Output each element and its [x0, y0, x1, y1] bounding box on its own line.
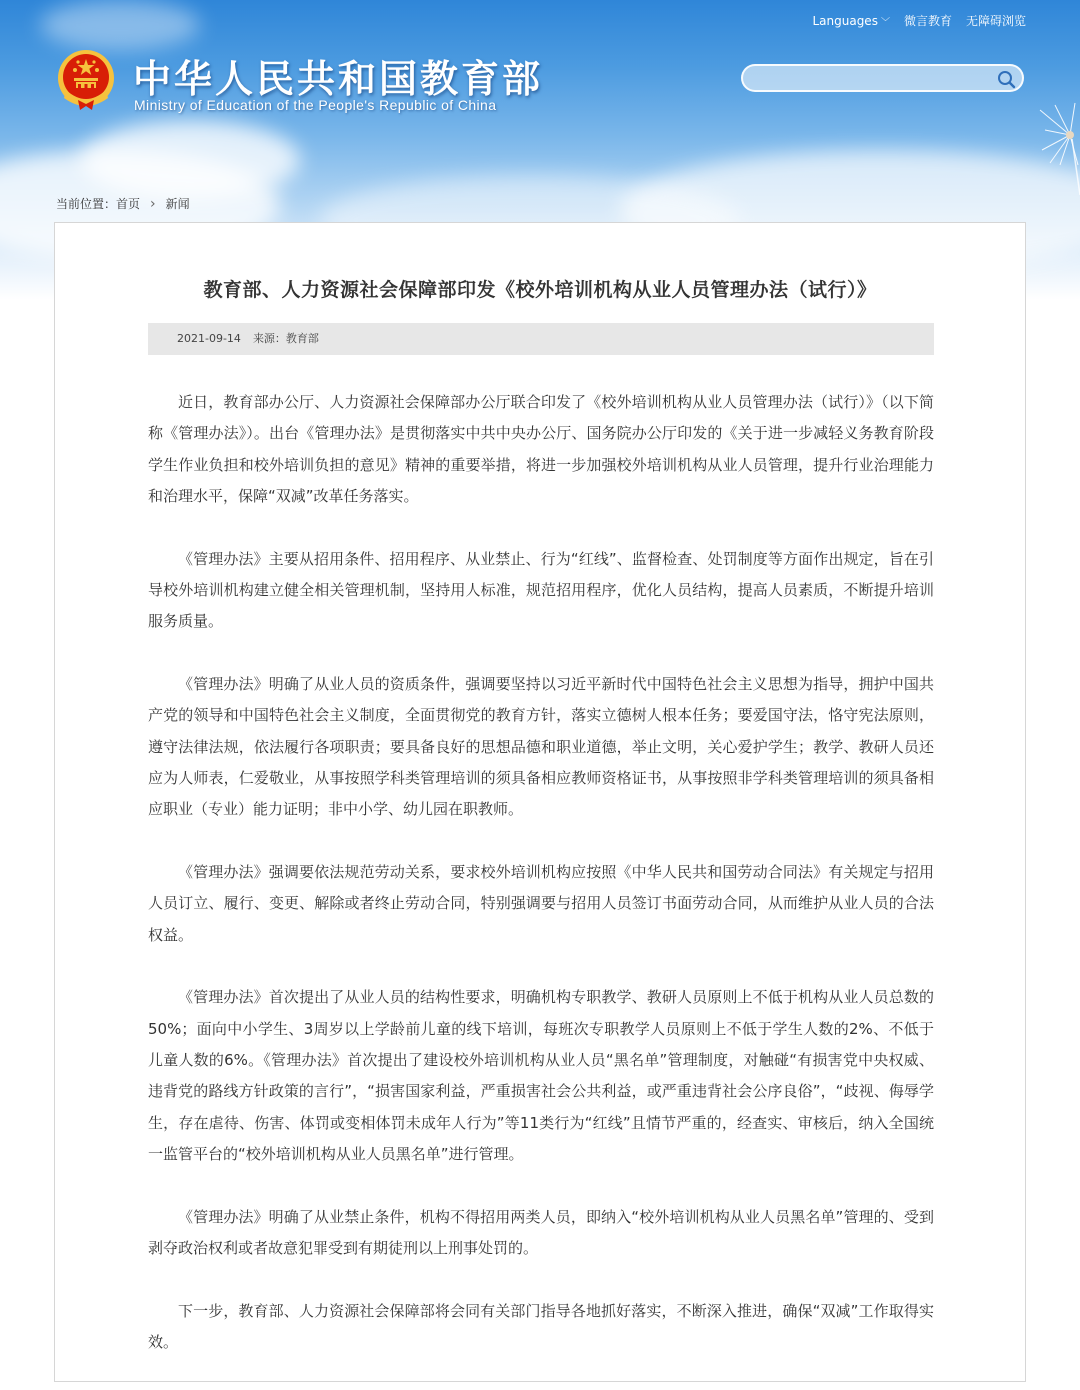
article-paragraph: 《管理办法》明确了从业人员的资质条件，强调要坚持以习近平新时代中国特色社会主义思想为指导，拥护中国共产党的领导和中国特色社会主义制度，全面贯彻党的教育方针，落实立德树人根本任务；要爱国守法，恪守宪法原则，遵守法律法规，依法履行各项职责；要具备良好的思想品德和职业道德，举止文明，关心爱护学生；教学、教研人员还应为人师表，仁爱敬业，从事按照学科类管理培训的须具备相应教师资格证书，从事按照非学科类管理培训的须具备相应职业（专业）能力证明；非中小学、幼儿园在职教师。	[148, 675, 934, 819]
article-body	[148, 387, 934, 1390]
site-title-zh[interactable]: 中华人民共和国教育部	[133, 56, 544, 101]
breadcrumb	[56, 195, 190, 212]
article-date: 2021-09-14	[177, 332, 241, 345]
search-box	[741, 64, 1024, 92]
article-paragraph: 近日，教育部办公厅、人力资源社会保障部办公厅联合印发了《校外培训机构从业人员管理办法（试行）》（以下简称《管理办法》）。出台《管理办法》是贯彻落实中共中央办公厅、国务院办公厅印发的《关于进一步减轻义务教育阶段学生作业负担和校外培训负担的意见》精神的重要举措，将进一步加强校外培训机构从业人员管理，提升行业治理能力和治理水平，保障“双减”改革任务落实。	[148, 393, 934, 505]
accessibility-link[interactable]: 无障碍浏览	[965, 14, 1026, 28]
languages-label: Languages	[812, 13, 878, 28]
search-icon[interactable]	[996, 69, 1016, 89]
article-meta-bar	[148, 323, 934, 355]
chevron-right-icon: ›	[150, 195, 156, 212]
article-paragraph: 《管理办法》首次提出了从业人员的结构性要求，明确机构专职教学、教研人员原则上不低于机构从业人员总数的50%；面向中小学生、3周岁以上学龄前儿童的线下培训，每班次专职教学人员原则上不低于学生人数的2%、不低于儿童人数的6%。《管理办法》首次提出了建设校外培训机构从业人员“黑名单”管理制度，对触碰“有损害党中央权威、违背党的路线方针政策的言行”，“损害国家利益，严重损害社会公共利益，或严重违背社会公序良俗”，“歧视、侮辱学生，存在虐待、伤害、体罚或变相体罚未成年人行为”等11类行为“红线”且情节严重的，经查实、审核后，纳入全国统一监管平台的“校外培训机构从业人员黑名单”进行管理。	[148, 988, 934, 1163]
article-paragraph: 《管理办法》主要从招用条件、招用程序、从业禁止、行为“红线”、监督检查、处罚制度等方面作出规定，旨在引导校外培训机构建立健全相关管理机制，坚持用人标准，规范招用程序，优化人员结构，提高人员素质，不断提升培训服务质量。	[148, 549, 934, 631]
search-input[interactable]	[755, 69, 984, 89]
cloud-decoration	[40, 0, 200, 50]
breadcrumb-current-link[interactable]: 新闻	[165, 197, 190, 211]
site-title-en: Ministry of Education of the People's Republic of China	[134, 97, 497, 113]
cloud-decoration	[80, 120, 300, 200]
weibo-link[interactable]: 微言教育	[903, 14, 952, 28]
breadcrumb-prefix: 当前位置：	[56, 197, 117, 211]
article-paragraph: 《管理办法》明确了从业禁止条件，机构不得招用两类人员，即纳入“校外培训机构从业人员黑名单”管理的、受到剥夺政治权利或者故意犯罪受到有期徒刑以上刑事处罚的。	[148, 1207, 934, 1258]
chevron-down-icon: ﹀	[880, 17, 890, 28]
languages-menu[interactable]	[812, 14, 890, 28]
dandelion-decoration	[1020, 95, 1080, 195]
breadcrumb-home-link[interactable]: 首页	[116, 197, 141, 211]
article-title: 教育部、人力资源社会保障部印发《校外培训机构从业人员管理办法（试行）》	[203, 279, 877, 301]
top-links	[812, 12, 1026, 29]
article-paragraph: 《管理办法》强调要依法规范劳动关系，要求校外培训机构应按照《中华人民共和国劳动合同法》有关规定与招用人员订立、履行、变更、解除或者终止劳动合同，特别强调要与招用人员签订书面劳动合同，从而维护从业人员的合法权益。	[148, 863, 934, 944]
article-container	[54, 222, 1026, 1382]
national-emblem-icon	[56, 48, 116, 112]
article-source: 来源：教育部	[252, 332, 319, 345]
article-paragraph: 下一步，教育部、人力资源社会保障部将会同有关部门指导各地抓好落实，不断深入推进，确保“双减”工作取得实效。	[148, 1301, 934, 1352]
